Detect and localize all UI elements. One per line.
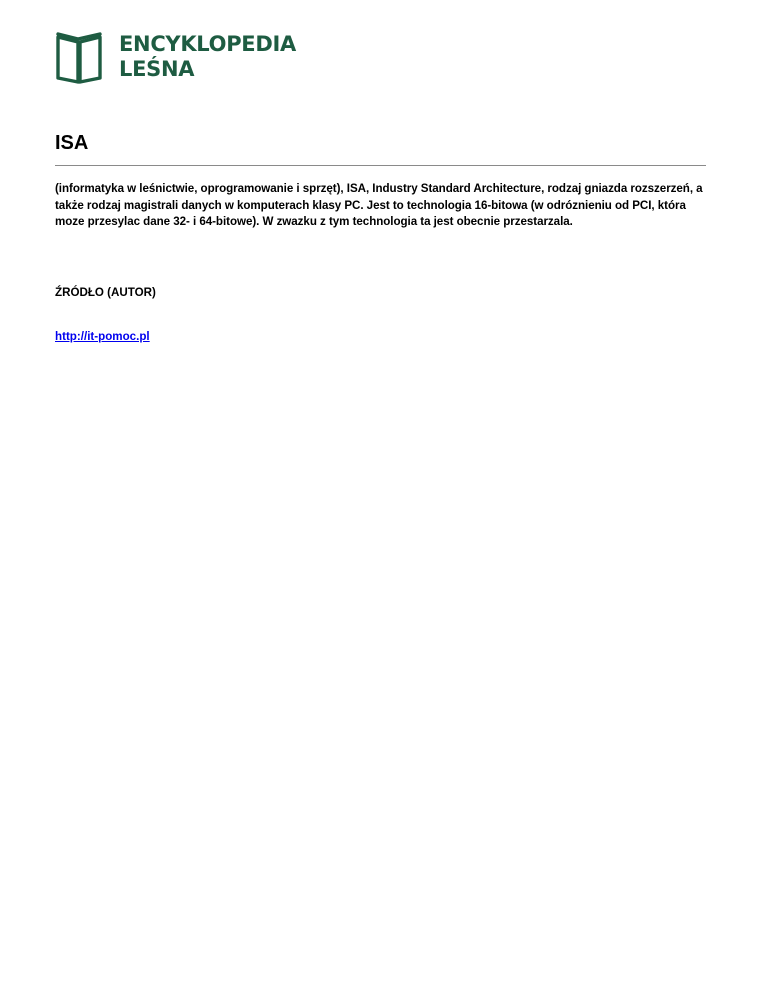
page-title: ISA	[55, 132, 89, 154]
title-divider	[55, 165, 706, 166]
logo-wordmark	[119, 32, 296, 82]
source-heading: ŹRÓDŁO (AUTOR)	[55, 286, 156, 299]
article-body: (informatyka w leśnictwie, oprogramowanie i sprzęt), ISA, Industry Standard Architecture, rodzaj gniazda rozszerzeń, a także rodzaj magistrali danych w komputerach klasy PC. Jest to technologia 16-bitowa (w odróznieniu od PCI, która moze przesylac dane 32- i 64-bitowe). W zwazku z tym technologia ta jest obecnie przestarzala.	[55, 182, 703, 228]
logo-line-1: ENCYKLOPEDIA	[119, 32, 296, 56]
site-logo[interactable]	[54, 31, 296, 85]
open-book-icon	[54, 31, 104, 85]
source-link[interactable]: http://it-pomoc.pl	[55, 330, 150, 343]
logo-line-2: LEŚNA	[119, 57, 195, 81]
